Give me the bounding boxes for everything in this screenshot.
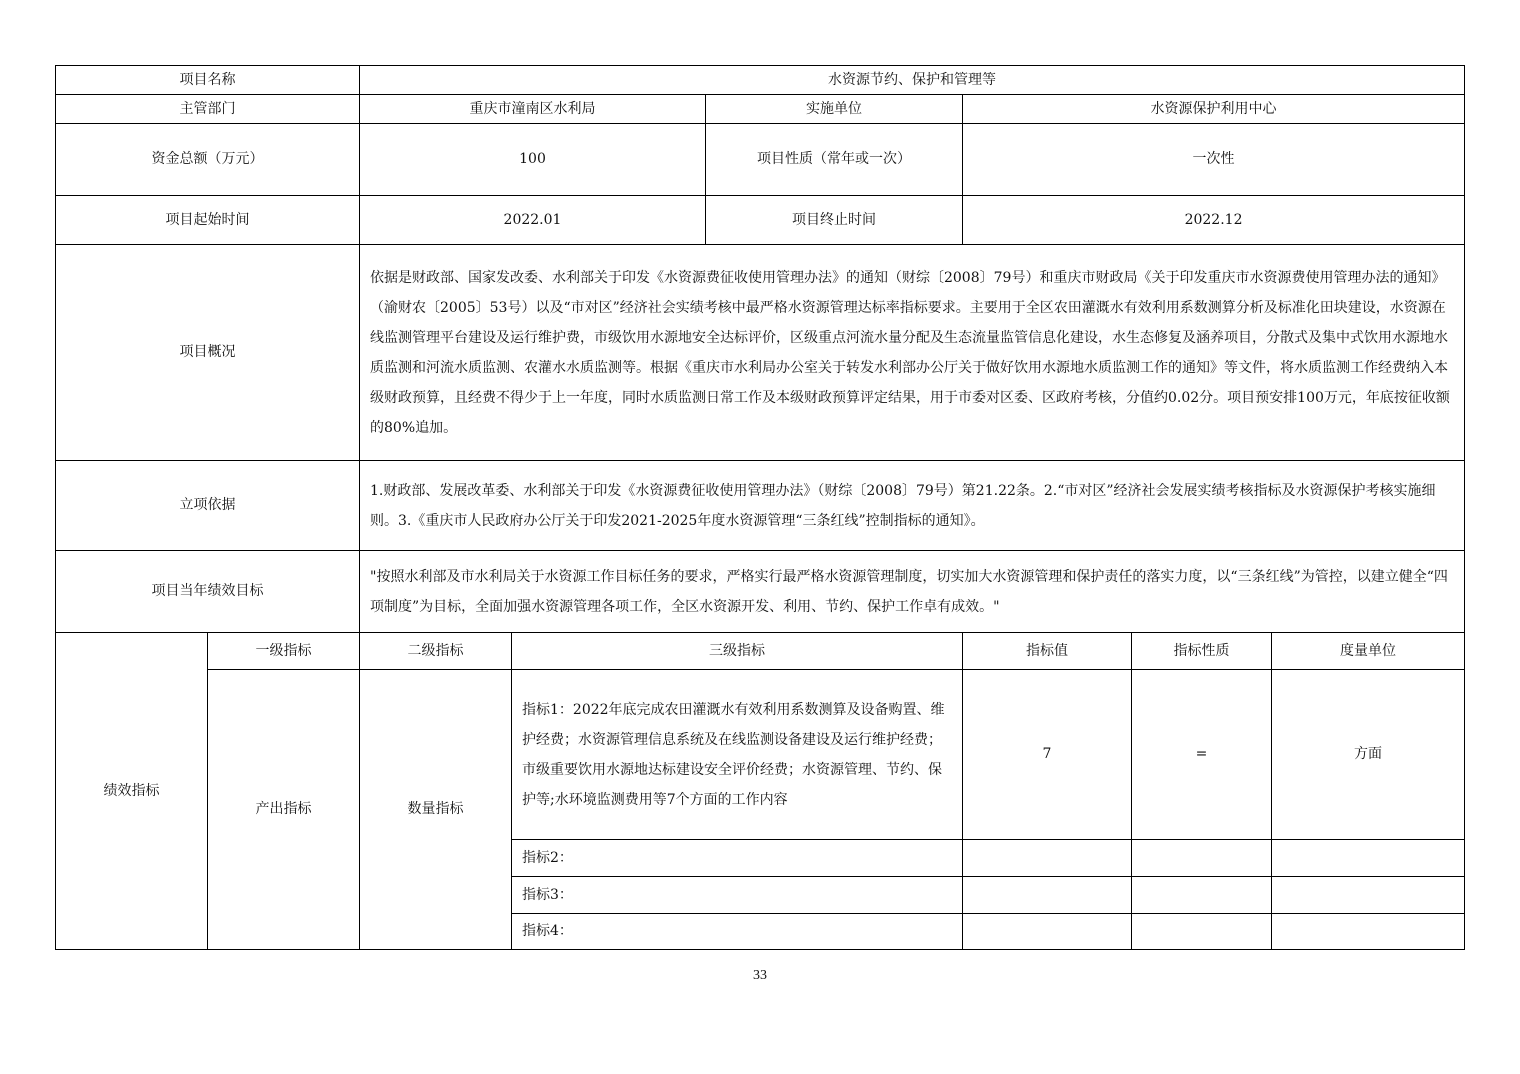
goal-text: "按照水利部及市水利局关于水资源工作目标任务的要求，严格实行最严格水资源管理制度，切实加大水资源管理和保护责任的落实力度，以“三条红线”为管控，以建立健全“四项制度”为目标，全面加强水资源管理各项工作，全区水资源开发、利用、节约、保护工作卓有成效。": [360, 551, 1465, 633]
indicator-row: [56, 670, 1465, 840]
end-value: 2022.12: [963, 196, 1465, 245]
indicator-2-text: 指标2：: [512, 840, 963, 877]
overview-text: 依据是财政部、国家发改委、水利部关于印发《水资源费征收使用管理办法》的通知（财综〔2008〕79号）和重庆市财政局《关于印发重庆市水资源费使用管理办法的通知》（渝财农〔2005〕53号）以及“市对区”经济社会实绩考核中最严格水资源管理达标率指标要求。主要用于全区农田灌溉水有效利用系数测算分析及标准化田块建设，水资源在线监测管理平台建设及运行维护费，市级饮用水源地安全达标评价，区级重点河流水量分配及生态流量监管信息化建设，水生态修复及涵养项目，分散式及集中式饮用水源地水质监测和河流水质监测、农灌水水质监测等。根据《重庆市水利局办公室关于转发水利部办公厅关于做好饮用水源地水质监测工作的通知》等文件，将水质监测工作经费纳入本级财政预算，且经费不得少于上一年度，同时水质监测日常工作及本级财政预算评定结果，用于市委对区委、区政府考核，分值约0.02分。项目预安排100万元，年底按征收额的80%追加。: [360, 245, 1465, 461]
header-level2: 二级指标: [360, 633, 512, 670]
row-goal: [56, 551, 1465, 633]
project-name-label: 项目名称: [56, 66, 360, 95]
indicator-1-value: 7: [963, 670, 1132, 840]
nature-label: 项目性质（常年或一次）: [706, 124, 963, 196]
header-nature: 指标性质: [1132, 633, 1272, 670]
row-basis: [56, 461, 1465, 551]
indicator-3-nature: [1132, 877, 1272, 914]
indicator-1-text: 指标1：2022年底完成农田灌溉水有效利用系数测算及设备购置、维护经费；水资源管理信息系统及在线监测设备建设及运行维护经费；市级重要饮用水源地达标建设安全评价经费；水资源管理、节约、保护等;水环境监测费用等7个方面的工作内容: [512, 670, 963, 840]
overview-label: 项目概况: [56, 245, 360, 461]
output-indicator-label: 产出指标: [208, 670, 360, 950]
impl-unit-value: 水资源保护利用中心: [963, 95, 1465, 124]
dept-label: 主管部门: [56, 95, 360, 124]
row-fund: [56, 124, 1465, 196]
basis-text: 1.财政部、发展改革委、水利部关于印发《水资源费征收使用管理办法》（财综〔2008〕79号）第21.22条。2.“市对区”经济社会发展实绩考核指标及水资源保护考核实施细则。3.《重庆市人民政府办公厅关于印发2021-2025年度水资源管理“三条红线”控制指标的通知》。: [360, 461, 1465, 551]
header-level1: 一级指标: [208, 633, 360, 670]
header-value: 指标值: [963, 633, 1132, 670]
impl-unit-label: 实施单位: [706, 95, 963, 124]
indicator-2-value: [963, 840, 1132, 877]
fund-value: 100: [360, 124, 706, 196]
row-indicator-headers: [56, 633, 1465, 670]
performance-table: [55, 65, 1465, 950]
indicator-3-text: 指标3：: [512, 877, 963, 914]
indicator-4-value: [963, 914, 1132, 950]
indicator-3-unit: [1272, 877, 1465, 914]
start-value: 2022.01: [360, 196, 706, 245]
fund-label: 资金总额（万元）: [56, 124, 360, 196]
row-project-name: [56, 66, 1465, 95]
row-dates: [56, 196, 1465, 245]
goal-label: 项目当年绩效目标: [56, 551, 360, 633]
indicator-4-unit: [1272, 914, 1465, 950]
end-label: 项目终止时间: [706, 196, 963, 245]
indicator-2-unit: [1272, 840, 1465, 877]
page-number: 33: [753, 968, 767, 983]
quantity-indicator-label: 数量指标: [360, 670, 512, 950]
start-label: 项目起始时间: [56, 196, 360, 245]
row-department: [56, 95, 1465, 124]
indicator-1-nature: =: [1132, 670, 1272, 840]
indicator-1-unit: 方面: [1272, 670, 1465, 840]
basis-label: 立项依据: [56, 461, 360, 551]
row-overview: [56, 245, 1465, 461]
indicator-3-value: [963, 877, 1132, 914]
header-level3: 三级指标: [512, 633, 963, 670]
perf-indicators-label: 绩效指标: [56, 633, 208, 950]
header-unit: 度量单位: [1272, 633, 1465, 670]
indicator-4-text: 指标4：: [512, 914, 963, 950]
indicator-2-nature: [1132, 840, 1272, 877]
dept-value: 重庆市潼南区水利局: [360, 95, 706, 124]
nature-value: 一次性: [963, 124, 1465, 196]
indicator-4-nature: [1132, 914, 1272, 950]
project-name-value: 水资源节约、保护和管理等: [360, 66, 1465, 95]
